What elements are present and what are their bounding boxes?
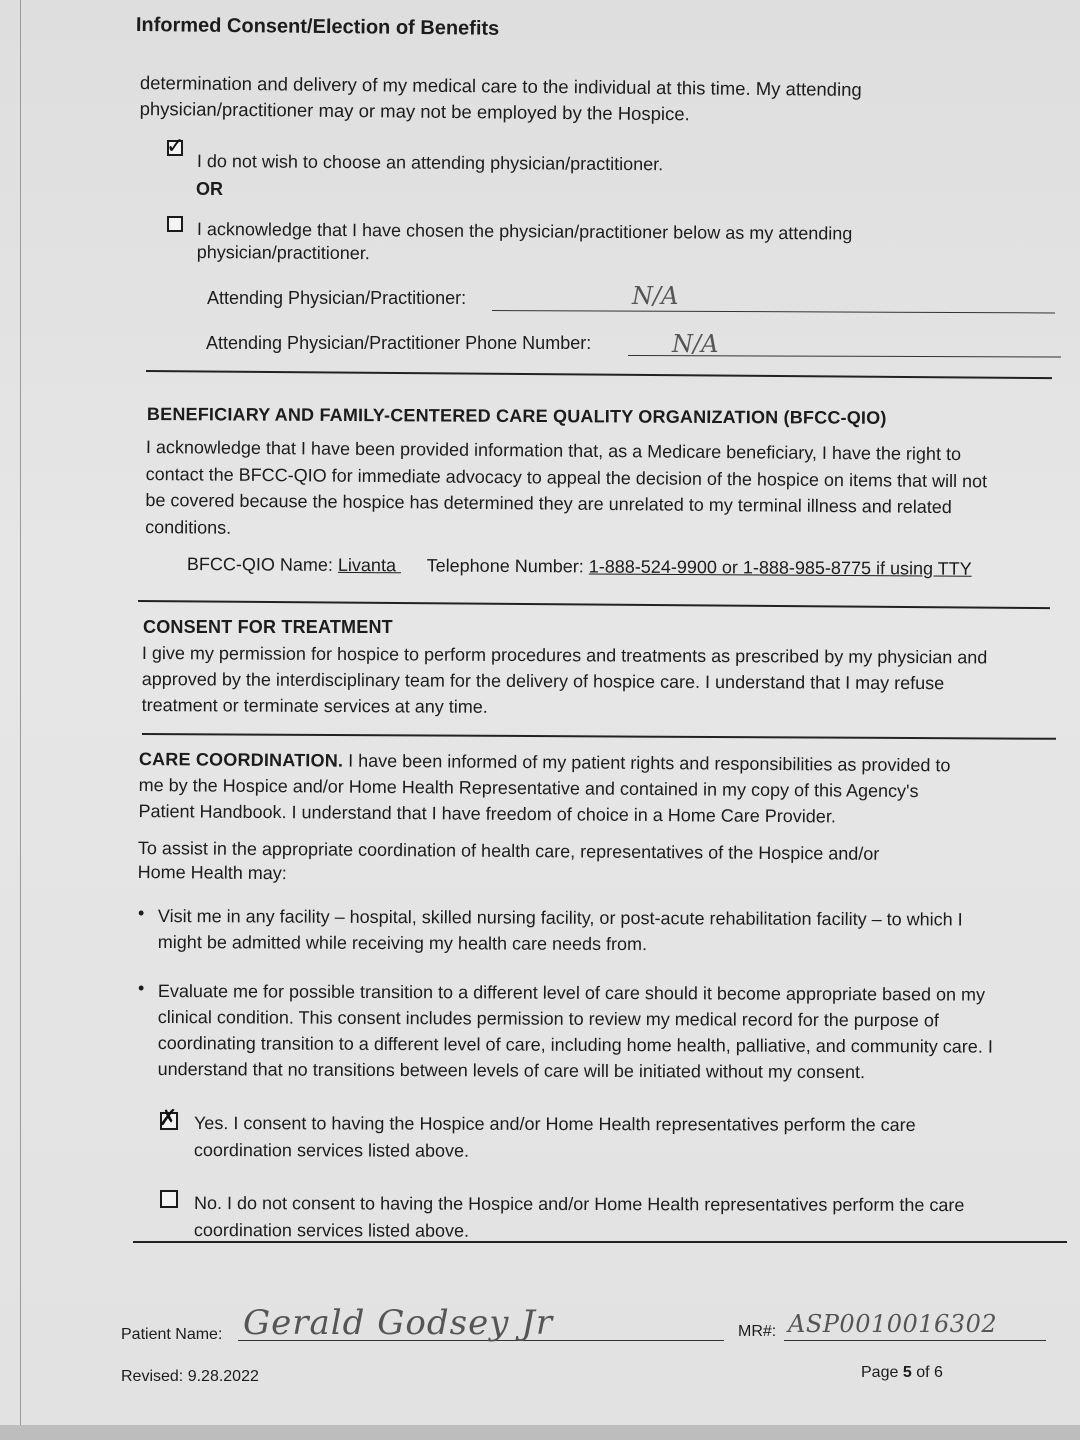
assist-line2: Home Health may:: [137, 861, 287, 884]
bullet2-text: [158, 978, 994, 1086]
no-line2: coordination services listed above.: [193, 1219, 470, 1241]
no-line1: No. I do not consent to having the Hospice and/or Home Health representatives perform the care: [193, 1193, 965, 1216]
bullet-icon: •: [138, 903, 145, 923]
mr-label: MR#:: [738, 1323, 777, 1340]
physician-label: Attending Physician/Practitioner:: [207, 288, 467, 308]
assist-line1: To assist in the appropriate coordination of health care, representatives of the Hospice and/or: [137, 837, 880, 864]
care-paragraph: [138, 746, 950, 830]
option-chosen-physician: [197, 218, 853, 269]
care-line2: me by the Hospice and/or Home Health Representative and contained in my copy of this Agency's: [138, 774, 919, 802]
checkmark-icon: ✓: [166, 134, 185, 159]
bfcc-phone-value: 1-888-524-9900 or 1-888-985-8775 if using TTY: [588, 556, 972, 579]
bullet2-line2: clinical condition. This consent includes permission to review my medical record for the purpose of: [157, 1006, 939, 1031]
page-suffix: of 6: [916, 1364, 943, 1381]
document-title: Informed Consent/Election of Benefits: [135, 14, 500, 40]
consent-yes-checkbox[interactable]: [159, 1106, 178, 1131]
bfcc-name-label: BFCC-QIO Name:: [186, 553, 333, 575]
bfcc-phone-label: Telephone Number:: [426, 555, 584, 577]
page-bottom-edge: [0, 1425, 1080, 1440]
consent-title: CONSENT FOR TREATMENT: [143, 617, 393, 637]
consent-no-checkbox[interactable]: [160, 1190, 178, 1208]
bfcc-line4: conditions.: [145, 516, 232, 538]
bfcc-paragraph: [145, 434, 987, 547]
revised-date: Revised: 9.28.2022: [121, 1368, 259, 1385]
section-divider: [133, 1241, 1067, 1243]
physician-value[interactable]: N/A: [632, 282, 679, 310]
section-divider: [138, 600, 1050, 609]
consent-line3: treatment or terminate services at any time.: [141, 694, 488, 717]
care-line3: Patient Handbook. I understand that I have freedom of choice in a Home Care Provider.: [138, 800, 836, 827]
checkmark-icon: ✗: [159, 1106, 178, 1131]
consent-line2: approved by the interdisciplinary team for the delivery of hospice care. I understand that I may refuse: [141, 668, 945, 694]
consent-line1: I give my permission for hospice to perform procedures and treatments as prescribed by my physician and: [141, 642, 988, 668]
bfcc-line1: I acknowledge that I have been provided information that, as a Medicare beneficiary, I have the right to: [145, 436, 962, 465]
yes-line1: Yes. I consent to having the Hospice and/or Home Health representatives perform the care: [193, 1113, 916, 1135]
no-physician-checkbox[interactable]: [166, 134, 185, 159]
bfcc-name-value: Livanta: [337, 554, 397, 576]
attending-intro: [140, 70, 862, 129]
physician-phone-label: Attending Physician/Practitioner Phone Number:: [206, 333, 592, 353]
care-title: CARE COORDINATION.: [138, 748, 344, 771]
mr-value[interactable]: ASP0010016302: [788, 1310, 998, 1338]
bullet1-line2: might be admitted while receiving my health care needs from.: [157, 931, 648, 955]
consent-paragraph: [142, 640, 1052, 723]
bfcc-contact-row: [187, 551, 972, 582]
bullet-icon: •: [138, 978, 145, 998]
option-chosen-line1: I acknowledge that I have chosen the physician/practitioner below as my attending: [196, 218, 853, 244]
or-label: OR: [196, 179, 223, 199]
page-number: [861, 1364, 943, 1382]
page-prefix: Page: [861, 1364, 899, 1381]
physician-line: [492, 310, 1055, 313]
consent-no-label: [194, 1190, 965, 1246]
bfcc-line2: contact the BFCC-QIO for immediate advocacy to appeal the decision of the hospice on items that will not: [145, 463, 988, 491]
chosen-physician-checkbox[interactable]: [167, 216, 183, 232]
page-edge: [20, 0, 21, 1440]
bfcc-name-underline: [396, 552, 422, 578]
bfcc-line3: be covered because the hospice has determined they are unrelated to my terminal illness and related: [145, 489, 952, 518]
bullet2-line3: coordinating transition to a different level of care, including home health, palliative, and community care. I: [157, 1032, 993, 1057]
bfcc-title: BENEFICIARY AND FAMILY-CENTERED CARE QUALITY ORGANIZATION (BFCC-QIO): [146, 404, 887, 428]
attending-intro-line1: determination and delivery of my medical care to the individual at this time. My attending: [139, 71, 862, 100]
patient-name-value[interactable]: Gerald Godsey Jr: [243, 1303, 554, 1343]
care-line1: I have been informed of my patient rights and responsibilities as provided to: [348, 750, 951, 776]
consent-yes-label: [194, 1110, 916, 1166]
patient-name-label: Patient Name:: [121, 1326, 223, 1343]
attending-intro-line2: physician/practitioner may or may not be employed by the Hospice.: [139, 97, 690, 125]
option-chosen-line2: physician/practitioner.: [196, 241, 370, 264]
page-current: 5: [902, 1364, 912, 1381]
yes-line2: coordination services listed above.: [193, 1139, 470, 1161]
assist-paragraph: [138, 836, 880, 890]
bullet2-line4: understand that no transitions between levels of care will be initiated without my consent.: [157, 1058, 866, 1083]
physician-phone-value[interactable]: N/A: [672, 330, 719, 358]
section-divider: [146, 370, 1052, 379]
mr-line: [784, 1340, 1046, 1341]
bullet1-text: [158, 903, 963, 959]
section-divider: [142, 733, 1056, 740]
bullet2-line1: Evaluate me for possible transition to a different level of care should it become appropriate based on my: [157, 981, 986, 1005]
option-no-physician-label: I do not wish to choose an attending physician/practitioner.: [196, 150, 664, 175]
bullet1-line1: Visit me in any facility – hospital, skilled nursing facility, or post-acute rehabilitation facility – to which I: [157, 906, 963, 930]
